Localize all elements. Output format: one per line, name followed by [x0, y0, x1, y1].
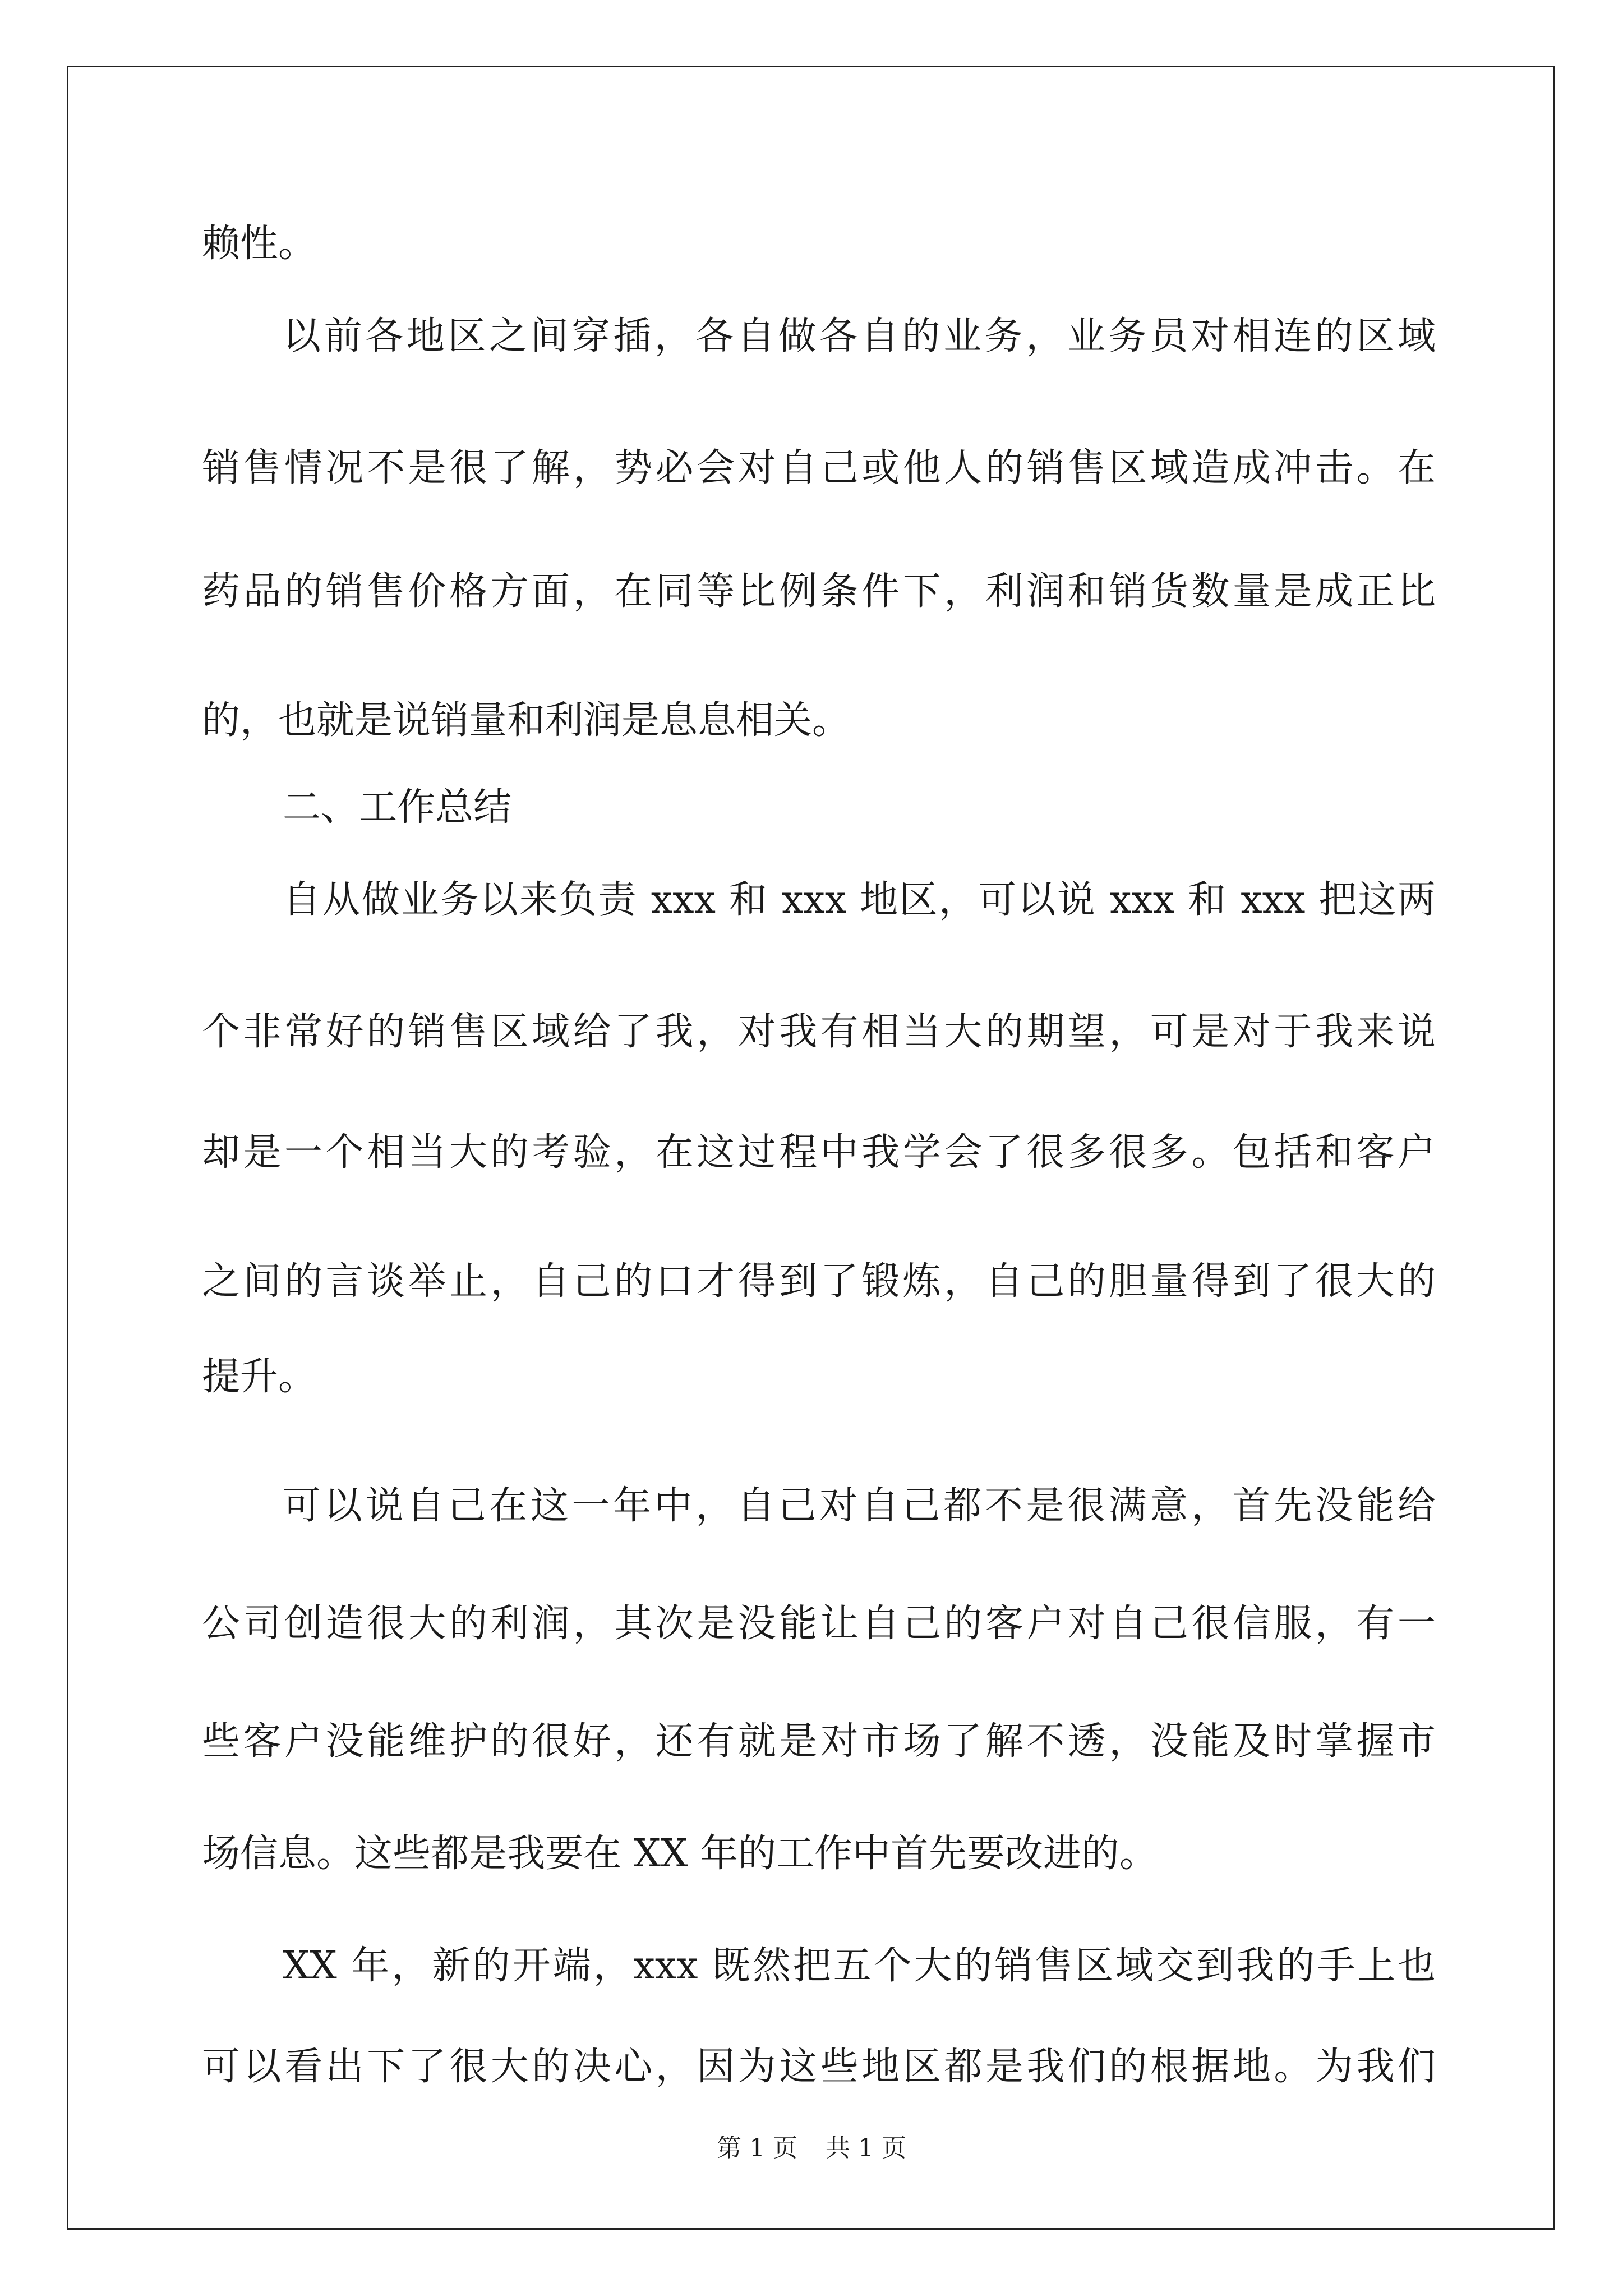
text-line: 的，也就是说销量和利润是息息相关。 — [202, 698, 851, 743]
text-line: 却是一个相当大的考验，在这过程中我学会了很多很多。包括和客户 — [202, 1130, 1436, 1175]
text-line: 销售情况不是很了解，势必会对自己或他人的销售区域造成冲击。在 — [202, 446, 1436, 490]
text-line: 场信息。这些都是我要在 XX 年的工作中首先要改进的。 — [202, 1832, 1158, 1876]
page-total: 共 1 页 — [826, 2134, 906, 2162]
text-line: 可以看出下了很大的决心，因为这些地区都是我们的根据地。为我们 — [202, 2045, 1436, 2089]
text-line: 个非常好的销售区域给了我，对我有相当大的期望，可是对于我来说 — [202, 1010, 1436, 1054]
page-footer — [0, 2132, 1623, 2165]
text-line: 以前各地区之间穿插，各自做各自的业务，业务员对相连的区域 — [283, 314, 1436, 358]
text-line: 可以说自己在这一年中，自己对自己都不是很满意，首先没能给 — [283, 1484, 1436, 1528]
text-line: 提升。 — [202, 1355, 317, 1399]
text-line: 些客户没能维护的很好，还有就是对市场了解不透，没能及时掌握市 — [202, 1719, 1436, 1764]
text-line: 之间的言谈举止，自己的口才得到了锻炼，自己的胆量得到了很大的 — [202, 1259, 1436, 1304]
text-line: 赖性。 — [202, 222, 317, 266]
section-heading: 二、工作总结 — [283, 785, 512, 830]
text-line: XX 年，新的开端，xxx 既然把五个大的销售区域交到我的手上也 — [283, 1944, 1436, 1988]
text-line: 公司创造很大的利润，其次是没能让自己的客户对自己很信服，有一 — [202, 1602, 1436, 1646]
text-line: 自从做业务以来负责 xxx 和 xxx 地区，可以说 xxx 和 xxx 把这两 — [283, 878, 1436, 922]
page-number: 第 1 页 — [717, 2134, 797, 2162]
text-line: 药品的销售价格方面，在同等比例条件下，利润和销货数量是成正比 — [202, 569, 1436, 614]
